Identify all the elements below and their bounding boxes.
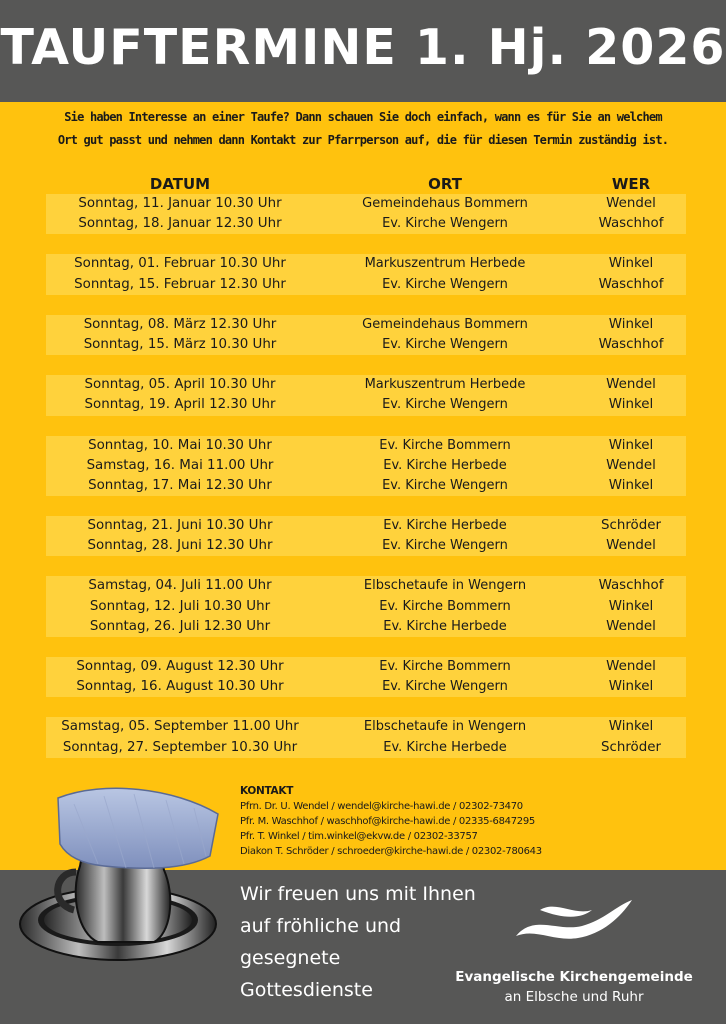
table-row: [46, 738, 686, 758]
wave-logo-icon: [512, 896, 636, 952]
date-cell: Sonntag, 28. Juni 12.30 Uhr: [87, 538, 273, 554]
appointment-group: [46, 254, 686, 294]
contact-heading: KONTAKT: [240, 785, 294, 797]
who-cell: Winkel: [608, 397, 654, 413]
date-cell: Sonntag, 01. Februar 10.30 Uhr: [74, 256, 286, 272]
appointment-group: [46, 375, 686, 415]
table-row: [46, 657, 686, 677]
date-cell: Sonntag, 19. April 12.30 Uhr: [84, 397, 276, 413]
table-row: [46, 516, 686, 536]
who-cell: Waschhof: [598, 216, 664, 232]
appointment-group: [46, 516, 686, 556]
date-cell: Sonntag, 05. April 10.30 Uhr: [84, 377, 276, 393]
date-cell: Sonntag, 15. Februar 12.30 Uhr: [74, 276, 286, 292]
contact-block: [240, 784, 542, 859]
organization-name: Evangelische Kirchengemeinde: [455, 969, 693, 985]
date-cell: Sonntag, 18. Januar 12.30 Uhr: [78, 216, 282, 232]
contact-line: Diakon T. Schröder / schroeder@kirche-hawi.de / 02302-780643: [240, 846, 542, 857]
date-cell: Samstag, 04. Juli 11.00 Uhr: [88, 578, 272, 594]
table-row: [46, 576, 686, 596]
date-cell: Sonntag, 10. Mai 10.30 Uhr: [88, 437, 272, 453]
column-header-date: DATUM: [149, 175, 211, 193]
who-cell: Winkel: [608, 719, 654, 735]
place-cell: Ev. Kirche Herbede: [383, 518, 507, 534]
who-cell: Wendel: [606, 196, 656, 211]
appointment-group: [46, 717, 686, 757]
who-cell: Waschhof: [598, 276, 664, 292]
table-row: [46, 536, 686, 556]
date-cell: Sonntag, 16. August 10.30 Uhr: [76, 679, 284, 695]
table-row: [46, 275, 686, 295]
who-cell: Wendel: [606, 377, 656, 393]
appointments-table: [46, 194, 686, 778]
place-cell: Ev. Kirche Herbede: [383, 618, 507, 634]
place-cell: Ev. Kirche Bommern: [379, 437, 511, 453]
date-cell: Sonntag, 09. August 12.30 Uhr: [76, 659, 284, 674]
table-row: [46, 194, 686, 214]
table-row: [46, 335, 686, 355]
who-cell: Waschhof: [598, 336, 664, 352]
place-cell: Ev. Kirche Wengern: [382, 679, 508, 695]
who-cell: Waschhof: [598, 578, 664, 594]
who-cell: Winkel: [608, 477, 654, 493]
table-row: [46, 375, 686, 395]
who-cell: Wendel: [606, 538, 656, 554]
place-cell: Ev. Kirche Wengern: [382, 397, 508, 413]
table-row: [46, 597, 686, 617]
date-cell: Sonntag, 11. Januar 10.30 Uhr: [78, 196, 282, 211]
place-cell: Elbschetaufe in Wengern: [363, 578, 527, 594]
intro-line-2: Ort gut passt und nehmen dann Kontakt zur Pfarrperson auf, die für diesen Termin zuständig ist.: [57, 133, 669, 147]
table-row: [46, 395, 686, 415]
table-row: [46, 717, 686, 737]
date-cell: Samstag, 16. Mai 11.00 Uhr: [86, 457, 274, 473]
place-cell: Ev. Kirche Bommern: [379, 659, 511, 674]
who-cell: Wendel: [606, 457, 656, 473]
date-cell: Sonntag, 12. Juli 10.30 Uhr: [89, 598, 271, 614]
slogan-line: auf fröhliche und: [240, 915, 402, 937]
who-cell: Winkel: [608, 316, 654, 332]
page-title: TAUFTERMINE 1. Hj. 2026: [0, 19, 726, 76]
place-cell: Ev. Kirche Herbede: [383, 457, 507, 473]
slogan-line: Gottesdienste: [240, 979, 373, 1001]
organization-subtitle: an Elbsche und Ruhr: [504, 989, 644, 1005]
column-header-place: ORT: [428, 175, 462, 193]
contact-line: Pfrn. Dr. U. Wendel / wendel@kirche-hawi.de / 02302-73470: [240, 801, 523, 812]
table-row: [46, 476, 686, 496]
baptism-jug-and-bowl-icon: [14, 774, 226, 970]
slogan-line: gesegnete: [240, 947, 341, 969]
place-cell: Elbschetaufe in Wengern: [363, 719, 527, 735]
intro-text: [10, 106, 716, 152]
place-cell: Ev. Kirche Wengern: [382, 477, 508, 493]
slogan-line: Wir freuen uns mit Ihnen: [240, 883, 476, 905]
place-cell: Markuszentrum Herbede: [364, 256, 526, 272]
place-cell: Ev. Kirche Wengern: [382, 216, 508, 232]
column-header-who: WER: [611, 175, 651, 193]
place-cell: Gemeindehaus Bommern: [362, 316, 528, 332]
table-row: [46, 617, 686, 637]
place-cell: Gemeindehaus Bommern: [362, 196, 528, 211]
who-cell: Winkel: [608, 598, 654, 614]
date-cell: Sonntag, 26. Juli 12.30 Uhr: [89, 618, 271, 634]
date-cell: Samstag, 05. September 11.00 Uhr: [61, 719, 299, 735]
slogan: [240, 878, 476, 1006]
date-cell: Sonntag, 27. September 10.30 Uhr: [62, 739, 298, 755]
who-cell: Winkel: [608, 437, 654, 453]
table-row: [46, 315, 686, 335]
appointment-group: [46, 315, 686, 355]
who-cell: Wendel: [606, 659, 656, 674]
table-row: [46, 436, 686, 456]
contact-line: Pfr. T. Winkel / tim.winkel@ekvw.de / 02302-33757: [240, 831, 478, 842]
appointment-group: [46, 436, 686, 497]
who-cell: Schröder: [601, 739, 661, 755]
table-row: [46, 677, 686, 697]
place-cell: Markuszentrum Herbede: [364, 377, 526, 393]
place-cell: Ev. Kirche Wengern: [382, 276, 508, 292]
appointment-group: [46, 194, 686, 234]
table-row: [46, 254, 686, 274]
who-cell: Wendel: [606, 618, 656, 634]
place-cell: Ev. Kirche Wengern: [382, 336, 508, 352]
table-row: [46, 214, 686, 234]
place-cell: Ev. Kirche Herbede: [383, 739, 507, 755]
date-cell: Sonntag, 08. März 12.30 Uhr: [83, 316, 277, 332]
date-cell: Sonntag, 17. Mai 12.30 Uhr: [88, 477, 272, 493]
intro-line-1: Sie haben Interesse an einer Taufe? Dann schauen Sie doch einfach, wann es für Sie an welchem: [64, 110, 662, 124]
date-cell: Sonntag, 21. Juni 10.30 Uhr: [87, 518, 273, 534]
date-cell: Sonntag, 15. März 10.30 Uhr: [83, 336, 277, 352]
appointment-group: [46, 657, 686, 697]
who-cell: Schröder: [601, 518, 661, 534]
place-cell: Ev. Kirche Bommern: [379, 598, 511, 614]
appointment-group: [46, 576, 686, 637]
table-row: [46, 456, 686, 476]
who-cell: Winkel: [608, 256, 654, 272]
contact-line: Pfr. M. Waschhof / waschhof@kirche-hawi.de / 02335-6847295: [240, 816, 535, 827]
who-cell: Winkel: [608, 679, 654, 695]
place-cell: Ev. Kirche Wengern: [382, 538, 508, 554]
